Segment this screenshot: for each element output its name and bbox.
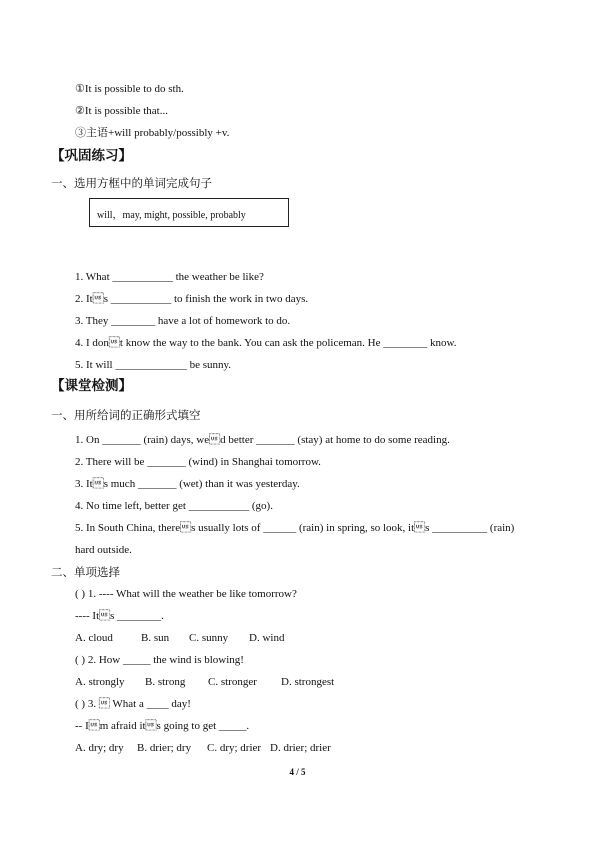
mc-3-option-a: A. dry; dry	[75, 742, 124, 754]
word-box-text: will，may, might, possible, probably	[97, 210, 246, 221]
mc-2-option-a: A. strongly	[75, 676, 125, 688]
mc-1-answer-line: ---- It s ________.	[75, 610, 164, 622]
mc-2-option-b: B. strong	[145, 676, 186, 688]
consolidate-part1-title: 一、选用方框中的单词完成句子	[51, 176, 212, 190]
test-part1-title: 一、用所给词的正确形式填空	[51, 408, 201, 422]
mc-1-option-a: A. cloud	[75, 632, 113, 644]
mc-1-option-c: C. sunny	[189, 632, 229, 644]
rule-3: ③主语+will probably/possibly +v.	[75, 127, 230, 139]
test-item-5-continued: hard outside.	[75, 544, 132, 556]
consolidate-item-5: 5. It will _____________ be sunny.	[75, 359, 232, 371]
word-box	[89, 198, 289, 227]
consolidate-item-3: 3. They ________ have a lot of homework to do.	[75, 315, 291, 327]
page-number: 4 / 5	[289, 767, 306, 777]
test-part2-title: 二、单项选择	[51, 565, 120, 579]
test-item-4: 4. No time left, better get ___________ (go).	[75, 500, 273, 512]
mc-2-option-d: D. strongest	[281, 676, 335, 688]
mc-3-option-c: C. dry; drier	[207, 742, 262, 754]
rule-2: ②It is possible that...	[75, 105, 168, 117]
test-item-2: 2. There will be _______ (wind) in Shanghai tomorrow.	[75, 456, 321, 468]
test-item-5: 5. In South China, there s usually lots of ______ (rain) in spring, so look, it s __________ (rain)	[75, 522, 515, 534]
consolidate-item-1: 1. What ___________ the weather be like?	[75, 271, 264, 283]
rule-1: ①It is possible to do sth.	[75, 83, 184, 95]
mc-1-options	[75, 631, 284, 645]
consolidate-item-4: 4. I don t know the way to the bank. You can ask the policeman. He ________ know.	[75, 337, 457, 349]
mc-3-answer-line: -- I m afraid it s going to get _____.	[75, 720, 250, 732]
mc-1-option-b: B. sun	[141, 632, 170, 644]
mc-1-option-d: D. wind	[249, 632, 285, 644]
mc-3-option-d: D. drier; drier	[270, 742, 331, 754]
mc-1-question: ( ) 1. ---- What will the weather be like tomorrow?	[75, 588, 297, 600]
mc-2-option-c: C. stronger	[208, 676, 257, 688]
mc-3-question: ( ) 3. What a ____ day!	[75, 698, 191, 710]
test-item-1: 1. On _______ (rain) days, we d better _______ (stay) at home to do some reading.	[75, 434, 450, 446]
consolidate-item-2: 2. It s ___________ to finish the work in two days.	[75, 293, 309, 305]
mc-2-question: ( ) 2. How _____ the wind is blowing!	[75, 654, 244, 666]
consolidate-heading: 【巩固练习】	[51, 148, 132, 164]
mc-3-option-b: B. drier; dry	[137, 742, 192, 754]
mc-3-options	[75, 741, 331, 755]
mc-2-options	[75, 675, 334, 689]
test-heading: 【课堂检测】	[51, 378, 132, 394]
test-item-3: 3. It s much _______ (wet) than it was yesterday.	[75, 478, 300, 490]
